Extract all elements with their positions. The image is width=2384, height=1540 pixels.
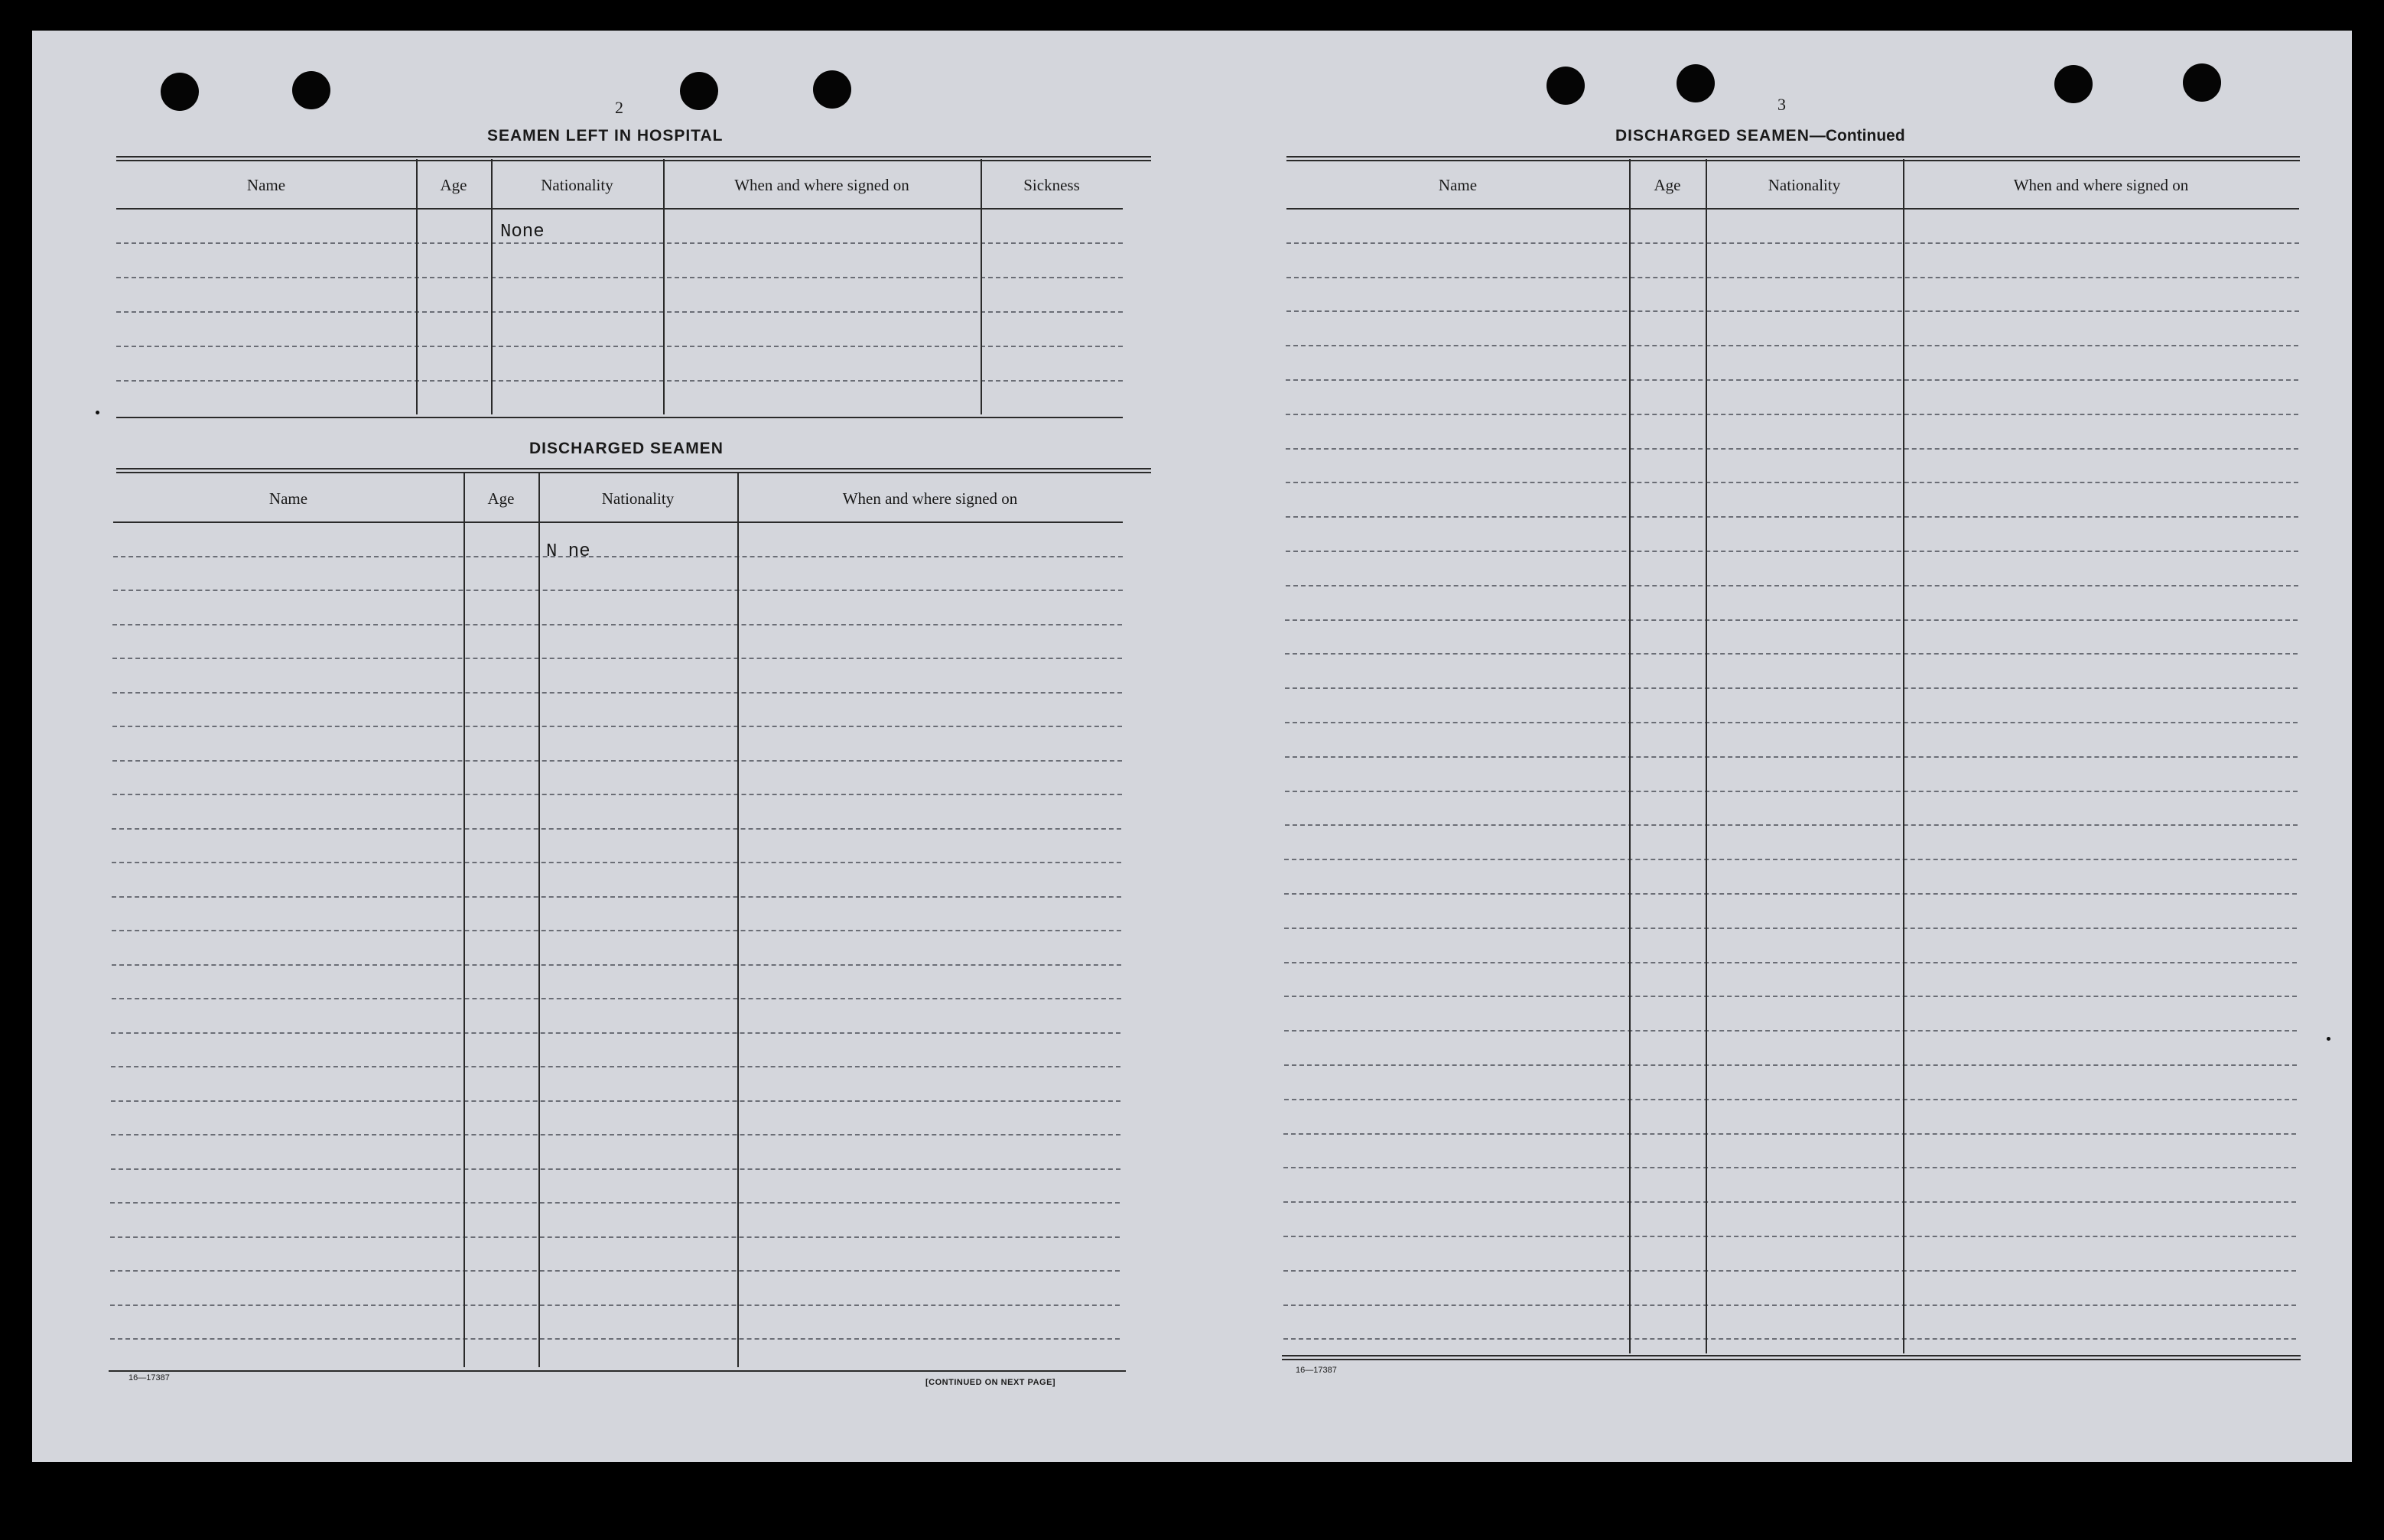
column-header: When and where signed on bbox=[2013, 176, 2189, 194]
row-rule bbox=[1285, 824, 2298, 826]
hospital-top-rule bbox=[116, 156, 1151, 161]
row-rule bbox=[116, 346, 1123, 347]
row-rule bbox=[1284, 859, 2297, 860]
row-rule bbox=[1283, 1201, 2296, 1203]
row-rule bbox=[1286, 414, 2298, 415]
row-rule bbox=[112, 760, 1122, 762]
row-rule bbox=[113, 590, 1123, 591]
column-divider bbox=[416, 159, 418, 414]
row-rule bbox=[1286, 482, 2298, 483]
hospital-section-title: SEAMEN LEFT IN HOSPITAL bbox=[487, 127, 724, 145]
column-divider bbox=[1903, 159, 1904, 1353]
row-rule bbox=[1286, 585, 2298, 586]
row-rule bbox=[1284, 1064, 2297, 1066]
row-rule bbox=[1286, 242, 2299, 244]
row-rule bbox=[1284, 1030, 2297, 1032]
column-divider bbox=[491, 159, 493, 414]
column-header: Age bbox=[440, 176, 467, 194]
column-header: Name bbox=[1438, 176, 1478, 194]
row-rule bbox=[1286, 277, 2299, 278]
punch-hole bbox=[680, 72, 718, 110]
row-rule bbox=[1285, 687, 2298, 689]
header-rule bbox=[113, 521, 1123, 523]
continued-note: [CONTINUED ON NEXT PAGE] bbox=[925, 1378, 1056, 1387]
right-section-title bbox=[1615, 127, 1905, 145]
punch-hole bbox=[2183, 63, 2221, 102]
column-header: When and where signed on bbox=[842, 489, 1018, 508]
row-rule bbox=[1284, 996, 2297, 997]
row-rule bbox=[1285, 653, 2298, 655]
column-header: When and where signed on bbox=[734, 176, 909, 194]
column-divider bbox=[1706, 159, 1707, 1353]
page-number-right: 3 bbox=[1777, 95, 1786, 114]
row-rule bbox=[1283, 1270, 2296, 1272]
column-header: Nationality bbox=[1768, 176, 1841, 194]
row-rule bbox=[116, 242, 1123, 244]
discharged-bottom-rule bbox=[109, 1370, 1126, 1372]
row-rule bbox=[1286, 379, 2298, 381]
row-rule bbox=[1283, 1304, 2296, 1306]
row-rule bbox=[116, 380, 1123, 382]
header-rule bbox=[1286, 208, 2299, 210]
row-rule bbox=[111, 1066, 1120, 1067]
row-rule bbox=[1285, 619, 2298, 621]
row-rule bbox=[112, 692, 1122, 694]
row-rule bbox=[1286, 448, 2298, 450]
row-rule bbox=[112, 896, 1121, 898]
punch-hole bbox=[813, 70, 851, 109]
row-rule bbox=[1283, 1167, 2296, 1168]
row-rule bbox=[112, 964, 1121, 966]
column-divider bbox=[538, 473, 540, 1367]
form-number-left: 16—17387 bbox=[128, 1373, 170, 1382]
row-rule bbox=[110, 1236, 1120, 1238]
discharged-section-title: DISCHARGED SEAMEN bbox=[529, 440, 724, 457]
row-rule bbox=[1286, 516, 2298, 518]
row-rule bbox=[112, 624, 1122, 625]
right-title-suffix: —Continued bbox=[1809, 127, 1905, 145]
column-header: Nationality bbox=[541, 176, 613, 194]
right-bottom-rule bbox=[1282, 1355, 2301, 1360]
row-rule bbox=[1286, 310, 2299, 312]
row-rule bbox=[111, 1100, 1120, 1102]
row-rule bbox=[1285, 756, 2298, 758]
right-top-rule bbox=[1286, 156, 2300, 161]
row-rule bbox=[1284, 893, 2297, 895]
row-rule bbox=[110, 1338, 1120, 1340]
column-header: Sickness bbox=[1023, 176, 1080, 194]
column-header: Nationality bbox=[601, 489, 675, 508]
nationality-entry: N ne bbox=[546, 541, 590, 562]
row-rule bbox=[1286, 345, 2298, 346]
column-divider bbox=[463, 473, 465, 1367]
row-rule bbox=[1283, 1236, 2296, 1237]
row-rule bbox=[112, 658, 1122, 659]
row-rule bbox=[111, 1168, 1120, 1170]
row-rule bbox=[112, 930, 1121, 931]
row-rule bbox=[1285, 722, 2298, 723]
speck bbox=[2327, 1037, 2330, 1041]
row-rule bbox=[113, 556, 1123, 557]
row-rule bbox=[110, 1202, 1120, 1204]
punch-hole bbox=[1547, 67, 1585, 105]
row-rule bbox=[1284, 928, 2297, 929]
row-rule bbox=[1284, 1099, 2297, 1100]
row-rule bbox=[1283, 1338, 2296, 1340]
page-number-left: 2 bbox=[615, 98, 623, 117]
nationality-entry: None bbox=[500, 222, 545, 242]
row-rule bbox=[1286, 551, 2298, 552]
row-rule bbox=[1284, 962, 2297, 963]
row-rule bbox=[112, 862, 1121, 863]
header-rule bbox=[116, 208, 1123, 210]
discharged-top-rule bbox=[116, 468, 1151, 473]
form-number-right: 16—17387 bbox=[1296, 1366, 1337, 1375]
row-rule bbox=[116, 277, 1123, 278]
row-rule bbox=[111, 1032, 1120, 1034]
speck bbox=[96, 411, 99, 414]
right-title-main: DISCHARGED SEAMEN bbox=[1615, 127, 1810, 145]
punch-hole bbox=[292, 71, 330, 109]
column-divider bbox=[1629, 159, 1631, 1353]
column-header: Age bbox=[487, 489, 515, 508]
row-rule bbox=[112, 794, 1122, 795]
row-rule bbox=[1285, 791, 2298, 792]
column-divider bbox=[981, 159, 982, 414]
punch-hole bbox=[1677, 64, 1715, 102]
row-rule bbox=[112, 726, 1122, 727]
row-rule bbox=[116, 311, 1123, 313]
row-rule bbox=[112, 998, 1121, 999]
row-rule bbox=[110, 1270, 1120, 1272]
row-rule bbox=[111, 1134, 1120, 1136]
row-rule bbox=[112, 828, 1121, 830]
column-header: Age bbox=[1654, 176, 1681, 194]
column-header: Name bbox=[268, 489, 308, 508]
column-divider bbox=[737, 473, 739, 1367]
hospital-bottom-rule bbox=[116, 417, 1123, 418]
column-divider bbox=[663, 159, 665, 414]
column-header: Name bbox=[246, 176, 286, 194]
row-rule bbox=[110, 1304, 1120, 1306]
punch-hole bbox=[161, 73, 199, 111]
punch-hole bbox=[2054, 65, 2093, 103]
manifest-sheet bbox=[32, 31, 2352, 1462]
row-rule bbox=[1283, 1133, 2296, 1135]
